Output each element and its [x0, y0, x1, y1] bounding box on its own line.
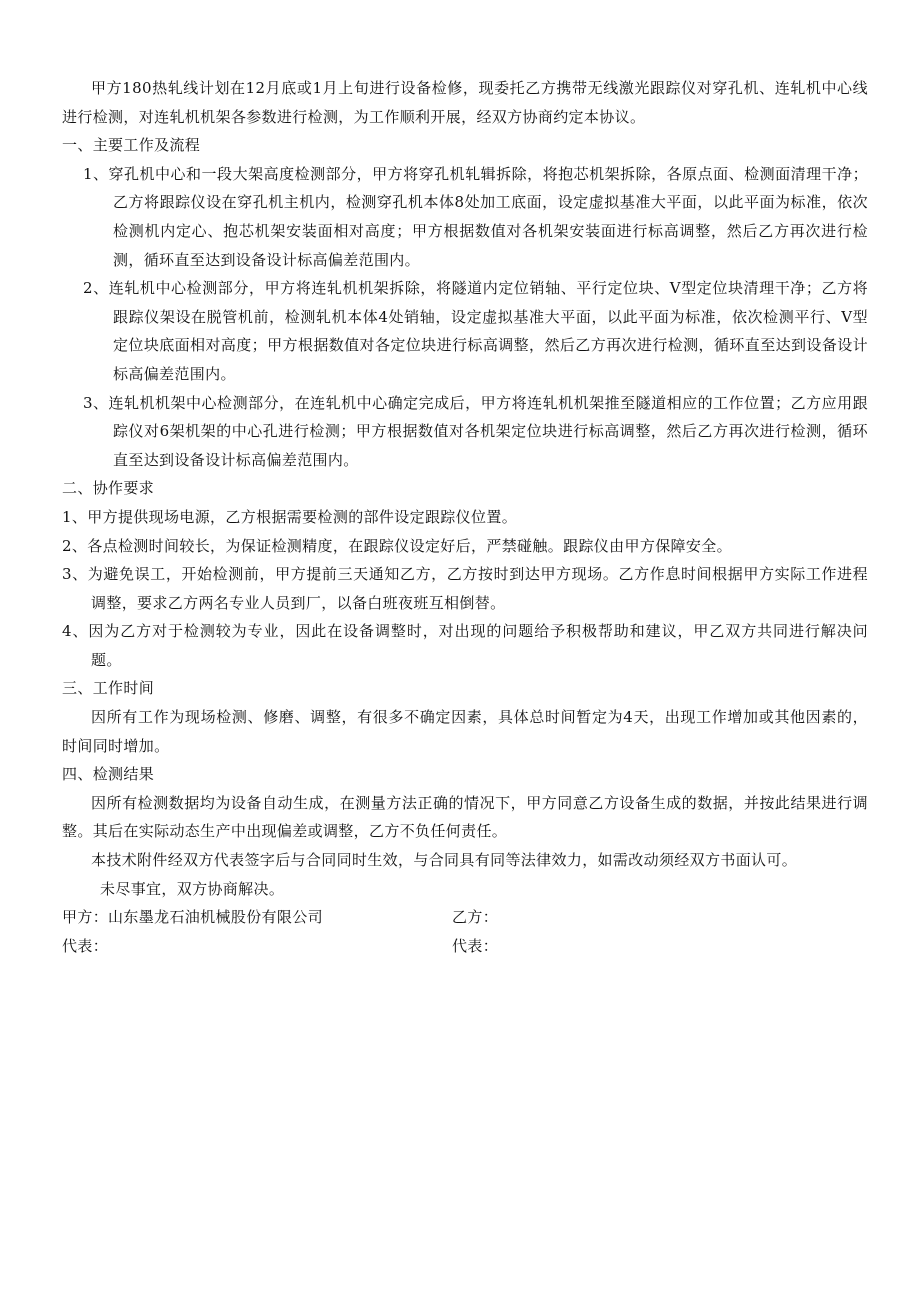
section-2-item-2: 2、各点检测时间较长，为保证检测精度，在跟踪仪设定好后，严禁碰触。跟踪仪由甲方保障安全。	[62, 536, 732, 555]
signature-row-parties	[62, 903, 868, 932]
section-2-item-1: 1、甲方提供现场电源，乙方根据需要检测的部件设定跟踪仪位置。	[62, 507, 518, 526]
section-2-title: 二、协作要求	[62, 479, 155, 498]
section-2-item-3: 3、为避免误工，开始检测前，甲方提前三天通知乙方，乙方按时到达甲方现场。乙方作息时间根据甲方实际工作进程调整，要求乙方两名专业人员到厂，以备白班夜班互相倒替。	[62, 565, 868, 612]
party-a-label: 甲方：山东墨龙石油机械股份有限公司	[62, 908, 323, 927]
section-1-title: 一、主要工作及流程	[62, 136, 201, 155]
section-2-item-4: 4、因为乙方对于检测较为专业，因此在设备调整时，对出现的问题给予积极帮助和建议，甲乙双方共同进行解决问题。	[62, 622, 868, 669]
effectiveness-clause: 本技术附件经双方代表签字后与合同同时生效，与合同具有同等法律效力，如需改动须经双方书面认可。	[91, 851, 798, 870]
section-1-item-1: 1、穿孔机中心和一段大架高度检测部分，甲方将穿孔机轧辑拆除，将抱芯机架拆除，各原点面、检测面清理干净；乙方将跟踪仪设在穿孔机主机内，检测穿孔机本体8处加工底面，设定虚拟基准大平面，以此平面为标准，依次检测机内定心、抱芯机架安装面相对高度；甲方根据数值对各机架安装面进行标高调整，然后乙方再次进行检测，循环直至达到设备设计标高偏差范围内。	[83, 164, 868, 269]
section-1-item-2: 2、连轧机中心检测部分，甲方将连轧机机架拆除，将隧道内定位销轴、平行定位块、V型定位块清理干净；乙方将跟踪仪架设在脱管机前，检测轧机本体4处销轴，设定虚拟基准大平面，以此平面为标准，依次检测平行、V型定位块底面相对高度；甲方根据数值对各定位块进行标高调整，然后乙方再次进行检测，循环直至达到设备设计标高偏差范围内。	[83, 279, 868, 383]
party-b-label: 乙方：	[452, 908, 499, 927]
signature-row-representatives	[62, 932, 868, 961]
section-4-body: 因所有检测数据均为设备自动生成，在测量方法正确的情况下，甲方同意乙方设备生成的数据，并按此结果进行调整。其后在实际动态生产中出现偏差或调整，乙方不负任何责任。	[62, 793, 868, 841]
section-3-body: 因所有工作为现场检测、修磨、调整，有很多不确定因素，具体总时间暂定为4天，出现工作增加或其他因素的，时间同时增加。	[62, 708, 868, 755]
section-1-item-3: 3、连轧机机架中心检测部分，在连轧机中心确定完成后，甲方将连轧机机架推至隧道相应的工作位置；乙方应用跟踪仪对6架机架的中心孔进行检测；甲方根据数值对各机架定位块进行标高调整，然后乙方再次进行检测，循环直至达到设备设计标高偏差范围内。	[83, 393, 868, 469]
representative-b-label: 代表：	[452, 936, 499, 955]
representative-a-label: 代表：	[62, 936, 109, 955]
intro-paragraph: 甲方180热轧线计划在12月底或1月上旬进行设备检修，现委托乙方携带无线激光跟踪仪对穿孔机、连轧机中心线进行检测，对连轧机机架各参数进行检测，为工作顺利开展，经双方协商约定本协议。	[62, 79, 868, 126]
agreement-document	[62, 74, 868, 960]
section-4-title: 四、检测结果	[62, 765, 155, 784]
section-3-title: 三、工作时间	[62, 679, 155, 698]
closing-clause: 未尽事宜，双方协商解决。	[100, 879, 285, 898]
